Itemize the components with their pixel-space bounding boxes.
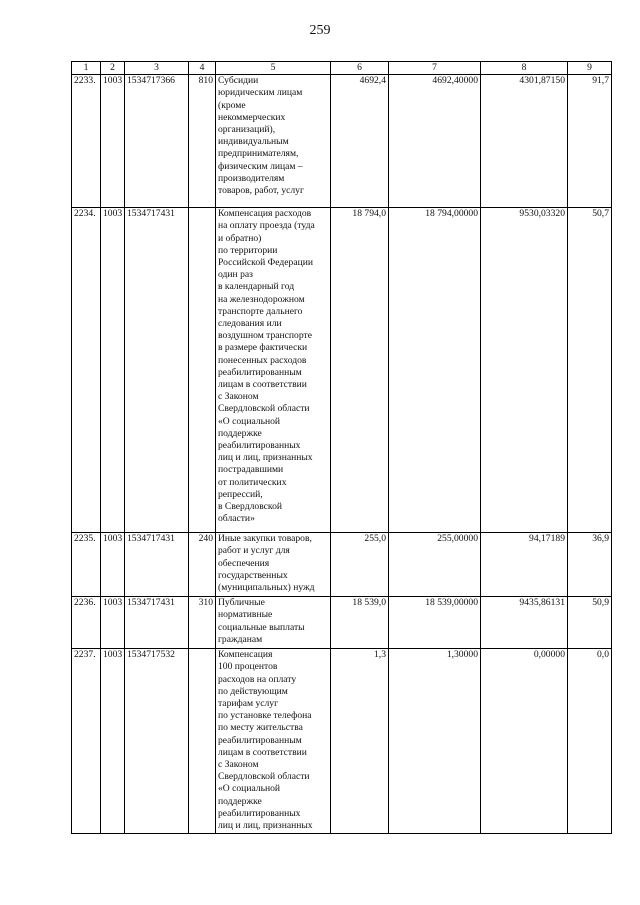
expense-type	[189, 208, 216, 533]
description: Иные закупки товаров, работ и услуг для обеспечения государственных (муниципальных) нужд	[216, 533, 331, 597]
table-row	[72, 533, 612, 597]
description: Субсидии юридическим лицам (кроме некоммерческих организаций), индивидуальным предпринимателям, физическим лицам – производителям товаров, работ, услуг	[216, 75, 331, 208]
column-header: 1	[72, 62, 101, 75]
row-number: 2234.	[72, 208, 101, 533]
percent-executed: 50,9	[568, 597, 612, 649]
row-number: 2236.	[72, 597, 101, 649]
column-header: 4	[189, 62, 216, 75]
table-row	[72, 649, 612, 834]
target-code: 1534717532	[125, 649, 189, 834]
column-header: 2	[101, 62, 125, 75]
description: Публичные нормативные социальные выплаты гражданам	[216, 597, 331, 649]
table-row	[72, 208, 612, 533]
section-code: 1003	[101, 649, 125, 834]
target-code: 1534717431	[125, 533, 189, 597]
expense-type: 240	[189, 533, 216, 597]
section-code: 1003	[101, 597, 125, 649]
table-header-row	[72, 62, 612, 75]
table-row	[72, 597, 612, 649]
section-code: 1003	[101, 75, 125, 208]
expense-type: 810	[189, 75, 216, 208]
target-code: 1534717431	[125, 208, 189, 533]
row-number: 2235.	[72, 533, 101, 597]
amount-plan: 18 794,0	[331, 208, 389, 533]
column-header: 6	[331, 62, 389, 75]
percent-executed: 50,7	[568, 208, 612, 533]
column-header: 9	[568, 62, 612, 75]
amount-plan: 1,3	[331, 649, 389, 834]
section-code: 1003	[101, 208, 125, 533]
column-header: 5	[216, 62, 331, 75]
expense-type	[189, 649, 216, 834]
percent-executed: 36,9	[568, 533, 612, 597]
column-header: 8	[481, 62, 568, 75]
amount-plan: 255,0	[331, 533, 389, 597]
target-code: 1534717431	[125, 597, 189, 649]
amount-executed: 94,17189	[481, 533, 568, 597]
page-number: 259	[309, 23, 331, 38]
column-header: 3	[125, 62, 189, 75]
amount-plan: 4692,4	[331, 75, 389, 208]
amount-executed: 4301,87150	[481, 75, 568, 208]
amount-detailed: 18 794,00000	[389, 208, 481, 533]
budget-table	[71, 61, 612, 834]
column-header: 7	[389, 62, 481, 75]
percent-executed: 91,7	[568, 75, 612, 208]
description: Компенсация расходов на оплату проезда (туда и обратно) по территории Российской Федерации один раз в календарный год на железнодорожном транспорте дальнего следования или воздушном транспорте в размере фактически понесенных расходов реабилитированным лицам в соответствии с Законом Свердловской области «О социальной поддержке реабилитированных лиц и лиц, признанных пострадавшими от политических репрессий, в Свердловской области»	[216, 208, 331, 533]
section-code: 1003	[101, 533, 125, 597]
amount-detailed: 1,30000	[389, 649, 481, 834]
amount-executed: 9435,86131	[481, 597, 568, 649]
expense-type: 310	[189, 597, 216, 649]
table-row	[72, 75, 612, 208]
target-code: 1534717366	[125, 75, 189, 208]
amount-detailed: 18 539,00000	[389, 597, 481, 649]
row-number: 2237.	[72, 649, 101, 834]
amount-executed: 0,00000	[481, 649, 568, 834]
amount-detailed: 255,00000	[389, 533, 481, 597]
amount-plan: 18 539,0	[331, 597, 389, 649]
row-number: 2233.	[72, 75, 101, 208]
amount-detailed: 4692,40000	[389, 75, 481, 208]
percent-executed: 0,0	[568, 649, 612, 834]
amount-executed: 9530,03320	[481, 208, 568, 533]
description: Компенсация 100 процентов расходов на оплату по действующим тарифам услуг по установке телефона по месту жительства реабилитированным лицам в соответствии с Законом Свердловской области «О социальной поддержке реабилитированных лиц и лиц, признанных	[216, 649, 331, 834]
